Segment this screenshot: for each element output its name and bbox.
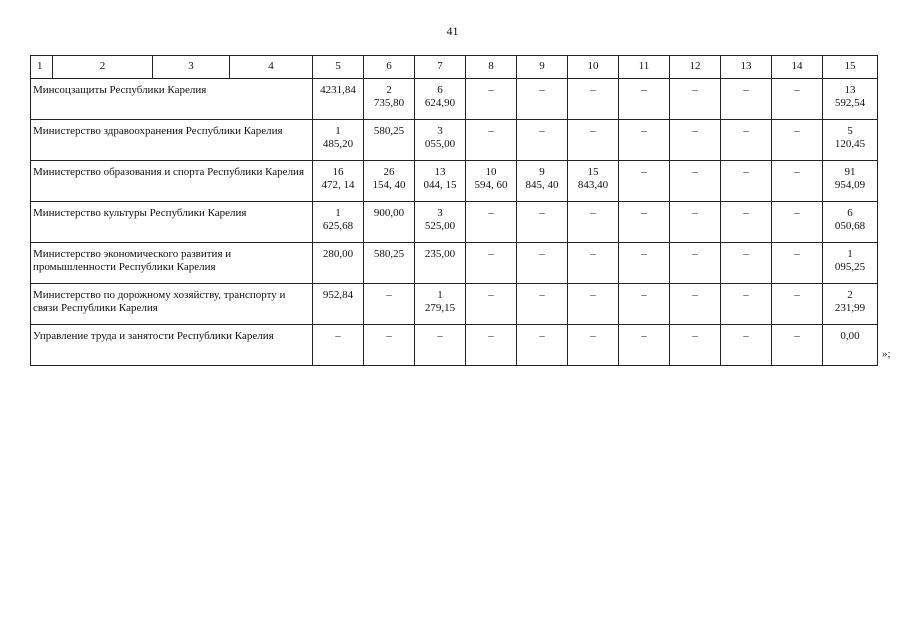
organization-name: Министерство образования и спорта Республики Карелия <box>31 161 313 202</box>
value-cell-col-5 <box>313 120 364 161</box>
value-cell-col-9 <box>517 243 568 284</box>
value-line: 050,68 <box>834 220 866 232</box>
value-cell-col-5 <box>313 79 364 120</box>
table-row <box>31 284 878 325</box>
value-cell-col-11 <box>619 79 670 120</box>
value-cell-col-6 <box>364 325 415 366</box>
value-line: – <box>488 125 494 137</box>
value-line: 843,40 <box>577 179 609 191</box>
value-line: 6 <box>437 84 443 96</box>
value-line: – <box>692 166 698 178</box>
value-line: 3 <box>437 125 443 137</box>
value-line: 044, 15 <box>423 179 457 191</box>
value-cell-col-12 <box>670 202 721 243</box>
value-cell-col-12 <box>670 161 721 202</box>
value-cell-col-7 <box>415 284 466 325</box>
column-header-2: 2 <box>53 56 153 79</box>
value-line: – <box>488 248 494 260</box>
value-line: – <box>641 207 647 219</box>
value-line: 735,80 <box>373 97 405 109</box>
value-line: – <box>539 207 545 219</box>
value-line: 624,90 <box>424 97 456 109</box>
value-cell-col-12 <box>670 325 721 366</box>
value-line: 16 <box>332 166 344 178</box>
value-cell-col-7 <box>415 202 466 243</box>
column-header-11: 11 <box>619 56 670 79</box>
value-cell-col-11 <box>619 161 670 202</box>
value-cell-col-11 <box>619 120 670 161</box>
table-row <box>31 243 878 284</box>
value-line: 235,00 <box>424 248 456 260</box>
value-cell-col-10 <box>568 161 619 202</box>
value-cell-col-5 <box>313 325 364 366</box>
table-row <box>31 325 878 366</box>
value-line: – <box>794 166 800 178</box>
value-line: 231,99 <box>834 302 866 314</box>
value-cell-col-7 <box>415 79 466 120</box>
value-cell-col-6 <box>364 79 415 120</box>
value-line: – <box>488 289 494 301</box>
value-cell-col-12 <box>670 79 721 120</box>
value-cell-col-15 <box>823 243 878 284</box>
value-cell-col-5 <box>313 161 364 202</box>
value-line: – <box>539 248 545 260</box>
value-line: – <box>692 289 698 301</box>
value-line: 9 <box>539 166 545 178</box>
value-line: 1 <box>847 248 853 260</box>
value-line: 91 <box>844 166 856 178</box>
value-line: 580,25 <box>373 248 405 260</box>
column-header-14: 14 <box>772 56 823 79</box>
value-cell-col-14 <box>772 202 823 243</box>
value-cell-col-12 <box>670 284 721 325</box>
value-line: 952,84 <box>322 289 354 301</box>
value-cell-col-13 <box>721 79 772 120</box>
value-cell-col-9 <box>517 202 568 243</box>
value-cell-col-9 <box>517 79 568 120</box>
value-cell-col-13 <box>721 325 772 366</box>
value-cell-col-8 <box>466 79 517 120</box>
value-cell-col-8 <box>466 161 517 202</box>
value-cell-col-8 <box>466 284 517 325</box>
value-line: 580,25 <box>373 125 405 137</box>
value-line: 280,00 <box>322 248 354 260</box>
organization-name: Министерство здравоохранения Республики Карелия <box>31 120 313 161</box>
value-line: – <box>386 330 392 342</box>
column-header-5: 5 <box>313 56 364 79</box>
value-line: 900,00 <box>373 207 405 219</box>
value-line: – <box>692 330 698 342</box>
value-line: – <box>641 289 647 301</box>
value-cell-col-11 <box>619 325 670 366</box>
column-header-12: 12 <box>670 56 721 79</box>
value-cell-col-6 <box>364 120 415 161</box>
closing-quote: »; <box>882 348 891 360</box>
table-row <box>31 202 878 243</box>
value-line: 594, 60 <box>474 179 508 191</box>
table-body <box>31 56 878 366</box>
value-cell-col-10 <box>568 120 619 161</box>
organization-name: Управление труда и занятости Республики Карелия <box>31 325 313 366</box>
value-cell-col-6 <box>364 243 415 284</box>
value-line: – <box>743 166 749 178</box>
value-cell-col-13 <box>721 202 772 243</box>
value-cell-col-13 <box>721 284 772 325</box>
value-line: – <box>692 125 698 137</box>
value-cell-col-9 <box>517 161 568 202</box>
value-cell-col-11 <box>619 202 670 243</box>
value-cell-col-7 <box>415 161 466 202</box>
value-line: 13 <box>844 84 856 96</box>
value-cell-col-7 <box>415 243 466 284</box>
value-line: 1 <box>335 207 341 219</box>
value-line: – <box>590 207 596 219</box>
value-cell-col-14 <box>772 243 823 284</box>
value-line: – <box>488 84 494 96</box>
value-cell-col-8 <box>466 325 517 366</box>
value-cell-col-13 <box>721 120 772 161</box>
value-line: – <box>794 330 800 342</box>
value-cell-col-15 <box>823 284 878 325</box>
value-line: – <box>539 84 545 96</box>
organization-name: Минсоцзащиты Республики Карелия <box>31 79 313 120</box>
value-line: – <box>743 207 749 219</box>
value-cell-col-7 <box>415 120 466 161</box>
value-line: 154, 40 <box>372 179 406 191</box>
value-cell-col-15 <box>823 202 878 243</box>
value-line: – <box>794 248 800 260</box>
column-header-13: 13 <box>721 56 772 79</box>
column-header-1: 1 <box>31 56 53 79</box>
value-cell-col-8 <box>466 243 517 284</box>
value-line: – <box>743 289 749 301</box>
value-cell-col-15 <box>823 161 878 202</box>
value-line: – <box>539 289 545 301</box>
value-line: – <box>590 289 596 301</box>
value-cell-col-5 <box>313 284 364 325</box>
value-line: 2 <box>386 84 392 96</box>
value-line: 625,68 <box>322 220 354 232</box>
value-cell-col-12 <box>670 120 721 161</box>
value-line: 10 <box>485 166 497 178</box>
value-cell-col-5 <box>313 202 364 243</box>
value-cell-col-14 <box>772 79 823 120</box>
value-line: – <box>794 125 800 137</box>
value-line: 1 <box>335 125 341 137</box>
value-cell-col-10 <box>568 284 619 325</box>
value-cell-col-9 <box>517 284 568 325</box>
organization-name: Министерство экономического развития и промышленности Республики Карелия <box>31 243 313 284</box>
value-line: – <box>335 330 341 342</box>
value-cell-col-15 <box>823 325 878 366</box>
value-line: 2 <box>847 289 853 301</box>
value-cell-col-13 <box>721 243 772 284</box>
value-line: 592,54 <box>834 97 866 109</box>
value-line: – <box>641 84 647 96</box>
value-line: – <box>539 330 545 342</box>
column-header-10: 10 <box>568 56 619 79</box>
value-cell-col-15 <box>823 120 878 161</box>
value-line: – <box>692 207 698 219</box>
value-cell-col-8 <box>466 202 517 243</box>
column-header-7: 7 <box>415 56 466 79</box>
value-line: 0,00 <box>840 330 860 342</box>
value-cell-col-10 <box>568 79 619 120</box>
value-cell-col-11 <box>619 243 670 284</box>
value-line: – <box>437 330 443 342</box>
value-cell-col-10 <box>568 243 619 284</box>
budget-table <box>30 55 878 366</box>
value-line: 15 <box>587 166 599 178</box>
value-line: – <box>641 330 647 342</box>
value-cell-col-5 <box>313 243 364 284</box>
value-line: – <box>590 125 596 137</box>
value-line: – <box>794 207 800 219</box>
value-line: 845, 40 <box>525 179 559 191</box>
value-line: – <box>386 289 392 301</box>
value-line: – <box>794 84 800 96</box>
value-line: – <box>692 84 698 96</box>
value-line: – <box>590 248 596 260</box>
value-line: – <box>794 289 800 301</box>
column-header-8: 8 <box>466 56 517 79</box>
value-line: 6 <box>847 207 853 219</box>
value-line: – <box>743 248 749 260</box>
value-cell-col-10 <box>568 202 619 243</box>
value-cell-col-7 <box>415 325 466 366</box>
value-line: – <box>641 166 647 178</box>
value-cell-col-8 <box>466 120 517 161</box>
organization-name: Министерство культуры Республики Карелия <box>31 202 313 243</box>
value-cell-col-6 <box>364 161 415 202</box>
value-line: – <box>488 207 494 219</box>
header-row <box>31 56 878 79</box>
value-line: 120,45 <box>834 138 866 150</box>
column-header-6: 6 <box>364 56 415 79</box>
value-cell-col-6 <box>364 202 415 243</box>
value-line: 095,25 <box>834 261 866 273</box>
column-header-3: 3 <box>153 56 230 79</box>
value-cell-col-14 <box>772 161 823 202</box>
value-line: – <box>641 125 647 137</box>
value-line: – <box>692 248 698 260</box>
value-line: – <box>743 84 749 96</box>
value-line: 5 <box>847 125 853 137</box>
value-cell-col-13 <box>721 161 772 202</box>
value-cell-col-10 <box>568 325 619 366</box>
value-cell-col-14 <box>772 120 823 161</box>
value-cell-col-6 <box>364 284 415 325</box>
table-row <box>31 79 878 120</box>
organization-name: Министерство по дорожному хозяйству, транспорту и связи Республики Карелия <box>31 284 313 325</box>
column-header-4: 4 <box>230 56 313 79</box>
value-cell-col-9 <box>517 120 568 161</box>
value-line: – <box>743 330 749 342</box>
column-header-9: 9 <box>517 56 568 79</box>
value-line: 13 <box>434 166 446 178</box>
value-line: – <box>539 125 545 137</box>
value-cell-col-14 <box>772 325 823 366</box>
value-line: 525,00 <box>424 220 456 232</box>
value-line: 4231,84 <box>320 84 356 96</box>
value-cell-col-11 <box>619 284 670 325</box>
value-line: 055,00 <box>424 138 456 150</box>
value-line: – <box>590 84 596 96</box>
table-row <box>31 120 878 161</box>
value-cell-col-14 <box>772 284 823 325</box>
value-line: – <box>590 330 596 342</box>
value-cell-col-12 <box>670 243 721 284</box>
value-line: 1 <box>437 289 443 301</box>
table-row <box>31 161 878 202</box>
value-cell-col-9 <box>517 325 568 366</box>
value-line: – <box>488 330 494 342</box>
value-line: – <box>641 248 647 260</box>
value-line: 954,09 <box>834 179 866 191</box>
value-line: 279,15 <box>424 302 456 314</box>
value-line: 485,20 <box>322 138 354 150</box>
value-cell-col-15 <box>823 79 878 120</box>
column-header-15: 15 <box>823 56 878 79</box>
value-line: 3 <box>437 207 443 219</box>
value-line: 26 <box>383 166 395 178</box>
page-number: 41 <box>446 24 459 38</box>
value-line: – <box>743 125 749 137</box>
value-line: 472, 14 <box>321 179 355 191</box>
